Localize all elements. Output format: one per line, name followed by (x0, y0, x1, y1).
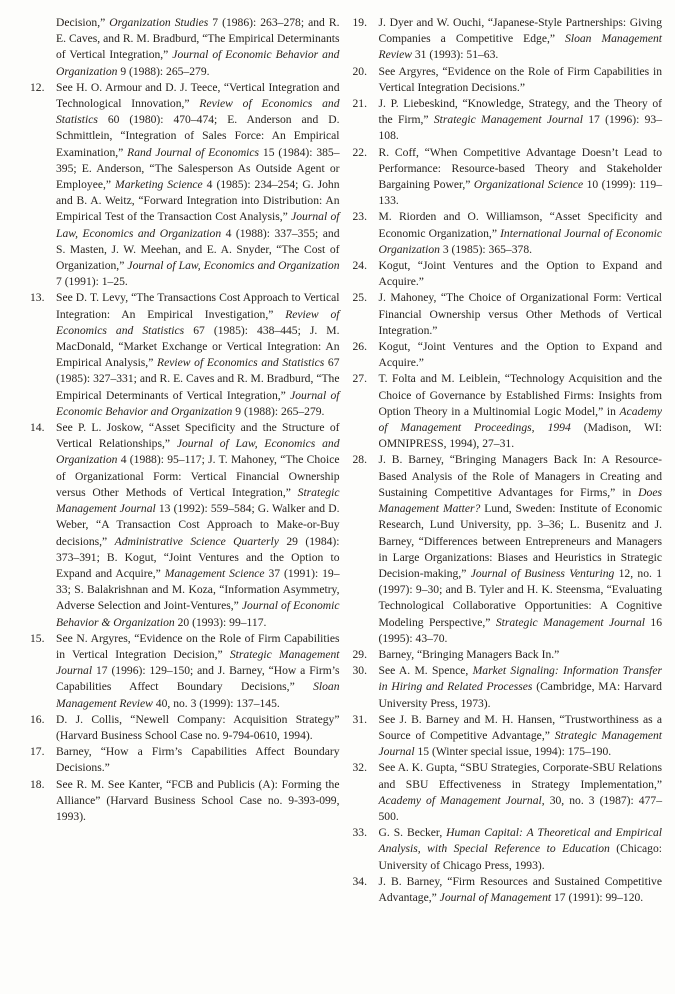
endnote-title-italic: Strategic Management Journal (495, 615, 646, 629)
endnote-text-segment: See Argyres, “Evidence on the Role of Firm Capabilities in Vertical Integration Decisions.” (378, 64, 662, 94)
endnote-text-segment: See P. L. Joskow, “Asset Specificity and the Structure of Vertical Relationships,” (56, 421, 340, 451)
endnote-title-italic: Management Science (164, 566, 265, 580)
endnote-title-italic: Marketing Science (115, 178, 203, 192)
endnote-title-italic: Journal of Management (439, 890, 552, 904)
endnote-text (56, 420, 340, 631)
endnote-text-segment: Kogut, “Joint Ventures and the Option to Expand and Acquire.” (378, 340, 662, 370)
endnote-text (56, 290, 340, 420)
endnote-text-segment: 40, no. 3 (1999): 137–145. (152, 696, 280, 710)
endnote-text-segment: 4 (1985): 234–254; G. John and B. A. Weitz, “Forward Integration into Distribution: An Empirical Test of the Transaction Cost Analysis,” (56, 178, 340, 224)
endnote-text-segment: See N. Argyres, “Evidence on the Role of Firm Capabilities in Vertical Integration Decision,” (56, 631, 340, 661)
endnote-text (379, 452, 663, 646)
endnote-text (379, 874, 663, 906)
endnote-number: 13. (30, 291, 45, 305)
endnote-item-right-10 (353, 647, 663, 663)
endnote-title-italic: Academy of Management Journal (378, 793, 542, 807)
endnote-text (379, 290, 663, 339)
endnote-title-italic: Strategic Management Journal (378, 728, 662, 759)
endnote-text-segment: 17 (1996): 93–108. (378, 113, 662, 143)
endnote-title-italic: Journal of Law, Economics and Organization (56, 210, 340, 240)
endnotes-column-right (353, 15, 663, 986)
endnote-text-segment: 15 (1984): 385–395; E. Anderson, “The Salesperson As Outside Agent or Employee,” (56, 145, 340, 192)
endnote-item-right-8 (353, 371, 663, 452)
endnote-text-segment: Lund, Sweden: Institute of Economic Research, Lund University, pp. 3–36; L. Busenitz and J. Barney, “Differences between Entrepreneurs and Managers in Large Organizations: Biases and Heuristics in Strategic Decision-making,” (378, 502, 662, 580)
endnote-text (56, 15, 340, 80)
endnote-text-segment: 67 (1985): 438–445; J. M. MacDonald, “Market Exchange or Vertical Integration: An Empirical Analysis,” (56, 323, 340, 370)
endnote-item-right-3 (353, 145, 663, 210)
endnote-text-segment: 13 (1992): 559–584; G. Walker and D. Weber, “A Transaction Cost Approach to Make-or-Buy decisions,” (56, 502, 340, 548)
endnote-text-segment: 17 (1996): 129–150; and J. Barney, “How a Firm’s Capabilities Affect Boundary Decisions,” (56, 664, 340, 694)
endnote-number: 27. (352, 372, 367, 386)
endnote-title-italic: Journal of Economic Behavior and Organization (56, 48, 340, 78)
endnote-text (379, 825, 663, 874)
endnote-text-segment: J. B. Barney, “Bringing Managers Back In: A Resource-Based Analysis of the Role of Managers in Creating and Sustaining Competitive Advantages for Firms,” in (378, 453, 662, 499)
endnote-text-segment: Decision,” (56, 16, 110, 29)
endnote-number: 33. (352, 826, 367, 840)
endnote-text-segment: G. S. Becker, (378, 826, 447, 840)
endnote-title-italic: Human Capital: A Theoretical and Empirical Analysis, with Special Reference to Education (378, 826, 662, 856)
endnote-number: 14. (30, 421, 45, 435)
endnote-title-italic: Strategic Management Journal (56, 647, 340, 678)
endnote-text (379, 209, 663, 258)
endnote-title-italic: Sloan Management Review (56, 680, 340, 710)
endnote-number: 32. (352, 761, 367, 775)
endnote-title-italic: Rand Journal of Economics (127, 145, 260, 159)
endnote-item-right-12 (353, 712, 663, 761)
endnote-text-segment: D. J. Collis, “Newell Company: Acquisition Strategy” (Harvard Business School Case no. 9-794-0610, 1994). (56, 712, 340, 742)
endnote-text-segment: 17 (1991): 99–120. (551, 890, 644, 904)
endnote-item-right-1 (353, 64, 663, 96)
endnote-text (379, 64, 663, 96)
endnote-text-segment: 20 (1993): 99–117. (174, 615, 267, 629)
endnote-number: 29. (352, 647, 367, 661)
endnote-title-italic: Academy of Management Proceedings, 1994 (378, 404, 662, 435)
endnote-text (56, 631, 340, 712)
endnote-item-right-4 (353, 209, 663, 258)
endnote-text (379, 258, 663, 290)
endnote-title-italic: Review of Economics and Statistics (157, 356, 325, 370)
endnote-text-segment: 9 (1988): 265–279. (232, 404, 325, 418)
endnote-title-italic: Administrative Science Quarterly (114, 534, 279, 548)
endnote-title-italic: Journal of Law, Economics and Organization (56, 437, 340, 467)
endnote-text (56, 712, 340, 744)
endnote-title-italic: Review of Economics and Statistics (56, 307, 340, 337)
endnote-item-right-5 (353, 258, 663, 290)
endnote-text-segment: See A. K. Gupta, “SBU Strategies, Corporate-SBU Relations and SBU Effectiveness in Strategy Implementation,” (378, 761, 662, 791)
endnote-text-segment: 60 (1980): 470–474; E. Anderson and D. Schmittlein, “Integration of Sales Force: An Empirical Examination,” (56, 113, 340, 159)
endnote-text (379, 712, 663, 761)
endnote-title-italic: Strategic Management Journal (56, 485, 340, 516)
endnote-text (379, 96, 663, 145)
endnote-item-left-7 (30, 777, 340, 826)
endnote-number: 25. (352, 291, 367, 305)
endnote-text-segment: 15 (Winter special issue, 1994): 175–190. (414, 745, 612, 759)
endnote-item-left-1 (30, 80, 340, 291)
endnote-text (379, 145, 663, 210)
endnote-item-left-6 (30, 744, 340, 776)
endnote-item-left-2 (30, 290, 340, 420)
endnote-text (379, 339, 663, 371)
endnote-text-segment: T. Folta and M. Leiblein, “Technology Acquisition and the Choice of Governance by Established Firms: Insights from Option Theory in a Multinomial Logic Model,” in (378, 372, 662, 418)
endnote-text-segment: J. Dyer and W. Ouchi, “Japanese-Style Partnerships: Giving Companies a Competitive Edge,” (378, 16, 662, 46)
endnote-number: 18. (30, 777, 45, 791)
endnote-number: 15. (30, 631, 45, 645)
endnote-text-segment: (Cambridge, MA: Harvard University Press, 1973). (378, 680, 662, 710)
endnote-text (379, 647, 663, 663)
endnote-text-segment: 29 (1984): 373–391; B. Kogut, “Joint Ventures and the Option to Expand and Acquire,” (56, 534, 340, 580)
endnote-item-right-2 (353, 96, 663, 145)
endnote-title-italic: Organizational Science (473, 178, 584, 192)
endnote-text-segment: (Chicago: University of Chicago Press, 1993). (378, 842, 662, 872)
endnote-number: 28. (352, 453, 367, 467)
endnote-text (56, 777, 340, 826)
endnote-text-segment: Kogut, “Joint Ventures and the Option to Expand and Acquire.” (378, 259, 662, 289)
endnote-text-segment: J. P. Liebeskind, “Knowledge, Strategy, and the Theory of the Firm,” (378, 97, 662, 127)
endnote-text-segment: See H. O. Armour and D. J. Teece, “Vertical Integration and Technological Innovation,” (56, 80, 340, 111)
endnote-title-italic: Market Signaling: Information Transfer in Hiring and Related Processes (378, 664, 662, 694)
endnote-text (379, 760, 663, 825)
endnote-number: 21. (352, 97, 367, 111)
endnote-item-left-4 (30, 631, 340, 712)
endnote-item-right-7 (353, 339, 663, 371)
endnote-number: 20. (352, 64, 367, 78)
endnote-number: 22. (352, 145, 367, 159)
endnote-text-segment: 3 (1985): 365–378. (439, 242, 533, 256)
endnote-text-segment: 4 (1988): 337–355; and S. Masten, J. W. Meehan, and E. A. Snyder, “The Cost of Organization,” (56, 226, 340, 273)
endnote-text-segment: 4 (1988): 95–117; J. T. Mahoney, “The Choice of Organizational Form: Vertical Financial Ownership versus Other Methods of Vertical Integration,” (56, 453, 340, 499)
endnote-item-right-6 (353, 290, 663, 339)
endnote-text (379, 663, 663, 712)
endnote-item-left-3 (30, 420, 340, 631)
endnote-number: 23. (352, 210, 367, 224)
endnote-text (56, 744, 340, 776)
endnote-title-italic: Journal of Economic Behavior & Organization (56, 599, 340, 629)
endnote-title-italic: Strategic Management Journal (433, 113, 583, 127)
endnote-text-segment: 16 (1995): 43–70. (378, 615, 662, 645)
endnote-number: 16. (30, 712, 45, 726)
endnote-text (56, 80, 340, 291)
endnote-text-segment: J. Mahoney, “The Choice of Organizational Form: Vertical Financial Ownership versus Other Methods of Vertical Integration.” (378, 291, 662, 337)
endnote-item-right-15 (353, 874, 663, 906)
endnote-text-segment: Barney, “How a Firm’s Capabilities Affect Boundary Decisions.” (56, 745, 340, 775)
endnote-text-segment: See A. M. Spence, (378, 664, 473, 678)
endnote-title-italic: International Journal of Economic Organization (378, 226, 662, 256)
endnote-number: 34. (352, 874, 367, 888)
endnote-text-segment: , 30, no. 3 (1987): 477–500. (378, 793, 662, 823)
endnote-title-italic: Review of Economics and Statistics (56, 97, 340, 127)
endnote-text-segment: 7 (1991): 1–25. (56, 275, 128, 289)
endnote-text (379, 371, 663, 452)
endnote-text-segment: 7 (1986): 263–278; and R. E. Caves, and R. M. Bradburd, “The Empirical Determinants of Vertical Integration,” (56, 16, 340, 62)
endnote-title-italic: Sloan Management Review (378, 32, 662, 62)
endnote-item-left-0 (30, 15, 340, 80)
endnote-text-segment: 10 (1999): 119–133. (378, 178, 662, 208)
endnote-text-segment: 9 (1988): 265–279. (117, 64, 210, 78)
endnote-title-italic: Journal of Economic Behavior and Organization (56, 388, 340, 418)
endnote-text-segment: (Madison, WI: OMNIPRESS, 1994), 27–31. (378, 421, 662, 451)
endnotes-column-left (30, 15, 340, 986)
endnote-text-segment: R. Coff, “When Competitive Advantage Doesn’t Lead to Performance: Resource-based Theory and Stakeholder Bargaining Power,” (378, 145, 662, 192)
endnote-number: 31. (352, 712, 367, 726)
endnote-number: 19. (352, 16, 367, 29)
endnote-item-right-14 (353, 825, 663, 874)
endnote-item-right-9 (353, 452, 663, 646)
endnote-item-right-13 (353, 760, 663, 825)
endnote-title-italic: Organization Studies (109, 16, 209, 29)
endnote-text-segment: 12, no. 1 (1997): 9–30; and B. Tyler and H. K. Steensma, “Evaluating Technological Collaborative Opportunities: A Cognitive Modeling Perspective,” (378, 566, 662, 629)
endnote-text-segment: Barney, “Bringing Managers Back In.” (378, 647, 560, 661)
endnote-item-right-0 (353, 15, 663, 64)
endnote-text-segment: See D. T. Levy, “The Transactions Cost Approach to Vertical Integration: An Empirical Investigation,” (56, 291, 340, 321)
endnote-number (30, 15, 56, 80)
endnote-number: 30. (352, 664, 367, 678)
endnote-title-italic: Journal of Business Venturing (470, 566, 615, 580)
endnote-text-segment: 67 (1985): 327–331; and R. E. Caves and R. M. Bradburd, “The Empirical Determinants of Vertical Integration,” (56, 356, 340, 402)
endnote-text-segment: 37 (1991): 19–33; S. Balakrishnan and M. Koza, “Information Asymmetry, Adverse Selection and Joint-Ventures,” (56, 566, 340, 613)
endnote-item-left-5 (30, 712, 340, 744)
endnote-number: 24. (352, 259, 367, 273)
endnote-title-italic: Journal of Law, Economics and Organization (127, 259, 340, 273)
endnote-text-segment: 31 (1993): 51–63. (411, 48, 499, 62)
endnote-text-segment: See R. M. See Kanter, “FCB and Publicis (A): Forming the Alliance” (Harvard Business School Case no. 9-393-099, 1993). (56, 777, 340, 823)
endnote-number: 17. (30, 745, 45, 759)
endnote-text-segment: See J. B. Barney and M. H. Hansen, “Trustworthiness as a Source of Competitive Advantage,” (378, 712, 662, 742)
endnote-title-italic: Does Management Matter? (378, 485, 662, 516)
endnote-text-segment: M. Riorden and O. Williamson, “Asset Specificity and Economic Organization,” (378, 210, 662, 240)
endnote-number: 12. (30, 80, 45, 94)
endnote-text-segment: J. B. Barney, “Firm Resources and Sustained Competitive Advantage,” (378, 874, 662, 904)
endnote-item-right-11 (353, 663, 663, 712)
endnote-text (379, 15, 663, 64)
endnote-number: 26. (352, 340, 367, 354)
